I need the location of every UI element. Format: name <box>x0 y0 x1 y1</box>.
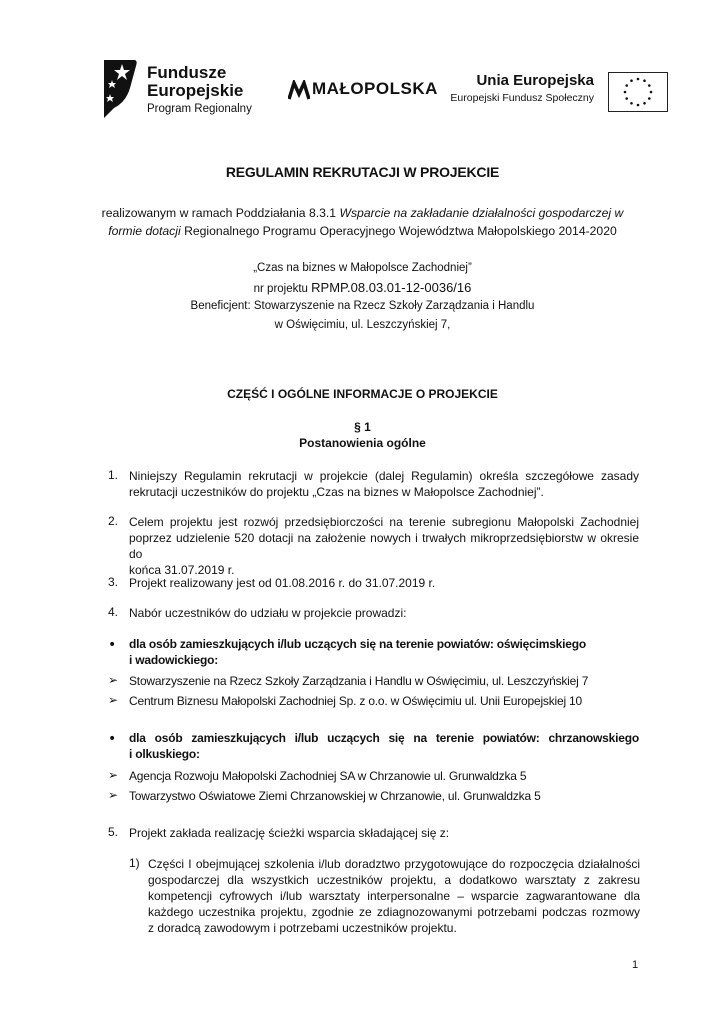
project-number-value: RPMP.08.03.01-12-0036/16 <box>311 280 472 295</box>
item-1-text <box>129 468 639 500</box>
fe-line1: Fundusze <box>147 63 227 82</box>
sub-item-1-number: 1) <box>129 856 140 870</box>
sub-item-1-text <box>148 856 640 936</box>
item-2-number: 2. <box>108 514 119 528</box>
arrow-icon: ➢ <box>108 768 119 782</box>
header-line1-b: Wsparcie na zakładanie działalności gospodarczej w <box>339 206 624 220</box>
unia-europejska-logo <box>450 72 668 112</box>
header-line2-a: formie dotacji <box>108 224 181 238</box>
item-3-number: 3. <box>108 575 119 589</box>
group-2-bullet-line2: i olkuskiego: <box>129 747 200 761</box>
arrow-icon: ➢ <box>108 788 119 802</box>
item-4-number: 4. <box>108 605 119 619</box>
arrow-icon: ➢ <box>108 693 119 707</box>
sub-item-1-line-5: z doradcą zawodowym i potrzebami uczestników projektu. <box>148 921 457 935</box>
sub-item-1-line-1: Części I obejmującej szkolenia i/lub doradztwo przygotowujące do rozpoczęcia działalności <box>148 857 640 871</box>
bullet-icon: • <box>108 731 117 747</box>
document-title: REGULAMIN REKRUTACJI W PROJEKCIE <box>225 164 500 180</box>
header-line1 <box>0 206 725 220</box>
eu-flag-icon <box>608 72 668 112</box>
item-1-line-2: rekrutacji uczestników do projektu „Czas na biznes w Małopolsce Zachodniej”. <box>129 485 544 499</box>
sub-item-1-line-3: kompetencji cyfrowych i/lub warsztaty interpersonalne – wsparcie zagwarantowane dla <box>148 889 640 903</box>
item-5-number: 5. <box>108 825 119 839</box>
header-line2-b: Regionalnego Programu Operacyjnego Województwa Małopolskiego 2014-2020 <box>180 224 617 238</box>
group-2-entry-1: Agencja Rozwoju Małopolski Zachodniej SA w Chrzanowie ul. Grunwaldzka 5 <box>129 769 527 783</box>
group-2-bullet-line1: dla osób zamieszkujących i/lub uczących się na terenie powiatów: chrzanowskiego <box>129 731 639 745</box>
group-1-bullet <box>129 637 639 667</box>
group-1-bullet-line1: dla osób zamieszkujących i/lub uczących się na terenie powiatów: oświęcimskiego <box>129 637 587 651</box>
project-name: „Czas na biznes w Małopolsce Zachodniej” <box>253 262 472 274</box>
item-3-text: Projekt realizowany jest od 01.08.2016 r. do 31.07.2019 r. <box>129 576 436 590</box>
paragraph-title: Postanowienia ogólne <box>299 436 426 450</box>
mp-m-icon <box>288 80 310 100</box>
part-title: CZĘŚĆ I OGÓLNE INFORMACJE O PROJEKCIE <box>227 387 498 401</box>
ue-title: Unia Europejska <box>476 72 594 89</box>
item-4-text: Nabór uczestników do udziału w projekcie prowadzi: <box>129 606 407 620</box>
header-line1-a: realizowanym w ramach Poddziałania 8.3.1 <box>101 206 340 220</box>
paragraph-sign: § 1 <box>354 420 371 434</box>
item-2-line-1: Celem projektu jest rozwój przedsiębiorczości na terenie subregionu Małopolski Zachodniej <box>129 515 639 529</box>
group-2-entry-2: Towarzystwo Oświatowe Ziemi Chrzanowskiej w Chrzanowie, ul. Grunwaldzka 5 <box>129 789 541 803</box>
sub-item-1-line-4: każdego uczestnika projektu, zgodnie ze zdiagnozowanymi potrzebami podczas rozmowy <box>148 905 640 919</box>
group-1-entry-2: Centrum Biznesu Małopolski Zachodniej Sp. z o.o. w Oświęcimiu ul. Unii Europejskiej 10 <box>129 694 583 708</box>
group-1-bullet-line2: i wadowickiego: <box>129 653 219 667</box>
page-number: 1 <box>632 959 639 971</box>
header-line2 <box>0 224 725 238</box>
fe-line3: Program Regionalny <box>147 103 252 115</box>
fe-star-icon <box>100 58 140 120</box>
arrow-icon: ➢ <box>108 673 119 687</box>
mp-text: MAŁOPOLSKA <box>312 79 438 98</box>
bullet-icon: • <box>108 637 117 653</box>
beneficiary-line1: Beneficjent: Stowarzyszenie na Rzecz Szkoły Zarządzania i Handlu <box>190 300 535 312</box>
group-2-bullet <box>129 731 639 761</box>
project-number <box>0 280 725 295</box>
fundusze-europejskie-logo <box>100 58 260 120</box>
item-1-line-1: Niniejszy Regulamin rekrutacji w projekcie (dalej Regulamin) określa szczegółowe zasady <box>129 469 639 483</box>
beneficiary-line2: w Oświęcimiu, ul. Leszczyńskiej 7, <box>274 319 451 331</box>
malopolska-logo <box>288 78 438 102</box>
fe-line2: Europejskie <box>147 81 244 100</box>
project-number-label: nr projektu <box>253 283 312 295</box>
sub-item-1-line-2: gospodarczej dla wszystkich uczestników projektu, a dodatkowo warsztaty z zakresu <box>148 873 640 887</box>
item-2-line-3: końca 31.07.2019 r. <box>129 563 235 577</box>
item-2-line-2: poprzez udzielenie 520 dotacji na założenie nowych i trwałych mikroprzedsiębiorstw w okresie do <box>129 531 639 561</box>
item-2-text <box>129 514 639 578</box>
item-1-number: 1. <box>108 468 119 482</box>
group-1-entry-1: Stowarzyszenie na Rzecz Szkoły Zarządzania i Handlu w Oświęcimiu, ul. Leszczyńskiej 7 <box>129 674 589 688</box>
ue-sub: Europejski Fundusz Społeczny <box>450 92 594 104</box>
item-5-text: Projekt zakłada realizację ścieżki wsparcia składającej się z: <box>129 826 450 840</box>
